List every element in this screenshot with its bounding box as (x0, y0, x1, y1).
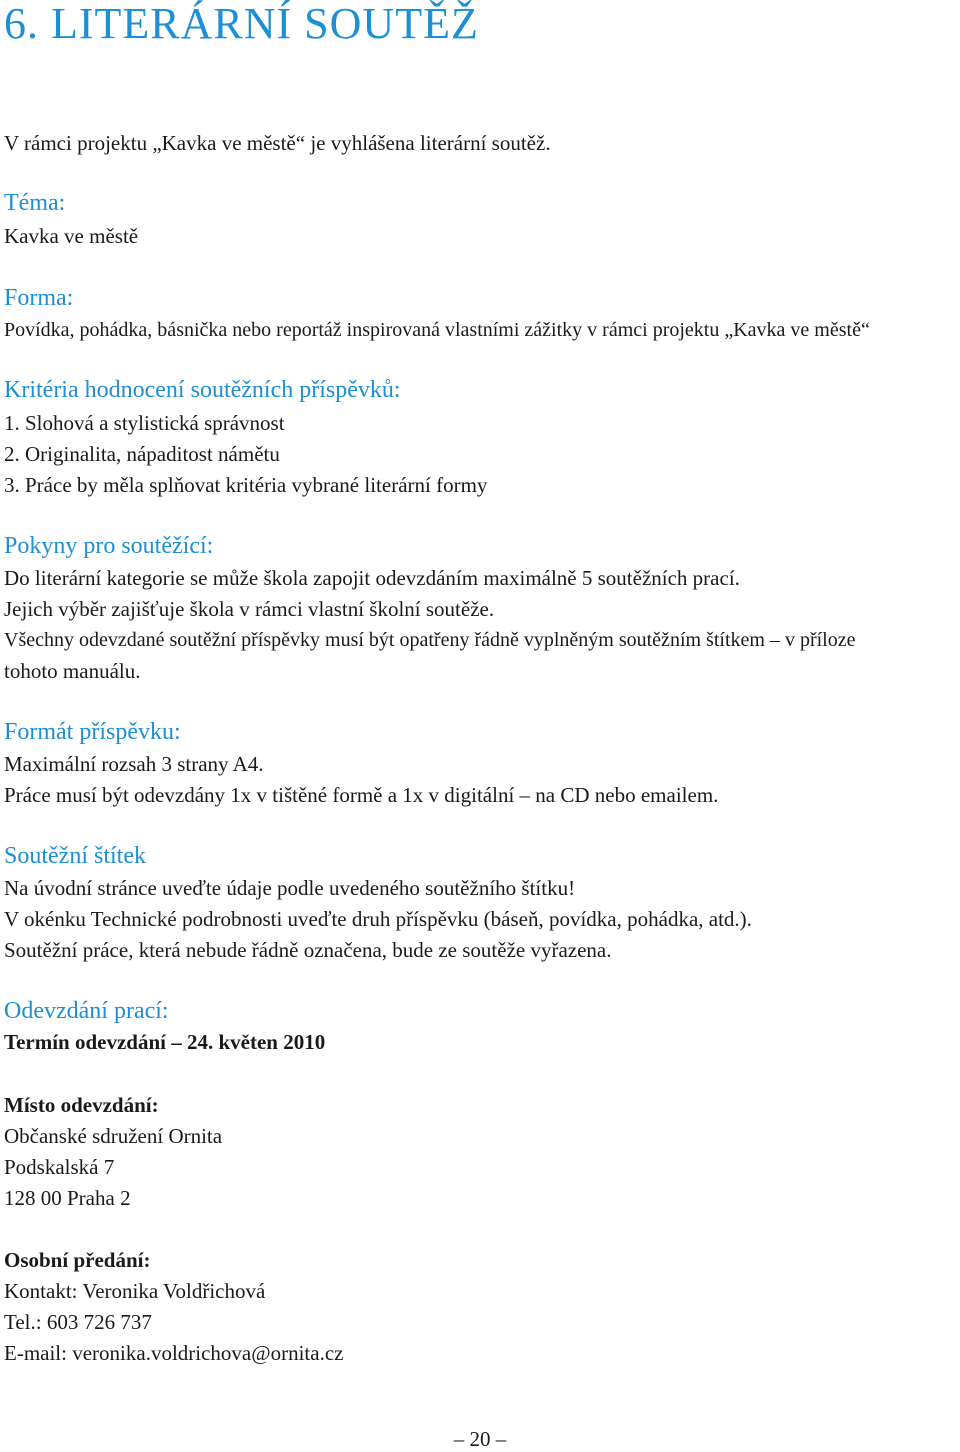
section-heading-tema: Téma: (4, 190, 66, 216)
section-heading-forma: Forma: (4, 285, 74, 311)
kriteria-item: 3. Práce by měla splňovat kritéria vybrané literární formy (4, 473, 488, 497)
format-line: Práce musí být odevzdány 1x v tištěné formě a 1x v digitální – na CD nebo emailem. (4, 783, 719, 807)
tema-text: Kavka ve městě (4, 224, 139, 248)
section-heading-format: Formát příspěvku: (4, 719, 181, 745)
section-heading-osobni: Osobní předání: (4, 1248, 151, 1272)
osobni-email: E-mail: veronika.voldrichova@ornita.cz (4, 1341, 344, 1365)
stitek-line: V okénku Technické podrobnosti uveďte druh příspěvku (báseň, povídka, pohádka, atd.). (4, 907, 752, 931)
section-heading-stitek: Soutěžní štítek (4, 843, 146, 869)
section-heading-kriteria: Kritéria hodnocení soutěžních příspěvků: (4, 377, 401, 403)
stitek-line: Soutěžní práce, která nebude řádně označena, bude ze soutěže vyřazena. (4, 938, 612, 962)
section-heading-misto: Místo odevzdání: (4, 1093, 159, 1117)
page-title: 6. LITERÁRNÍ SOUTĚŽ (4, 0, 479, 48)
pokyny-line: Jejich výběr zajišťuje škola v rámci vlastní školní soutěže. (4, 597, 495, 621)
format-line: Maximální rozsah 3 strany A4. (4, 752, 264, 776)
misto-line: Podskalská 7 (4, 1155, 115, 1179)
pokyny-line: Všechny odevzdané soutěžní příspěvky musí být opatřeny řádně vyplněným soutěžním štítkem – v příloze (4, 629, 856, 651)
misto-line: Občanské sdružení Ornita (4, 1124, 223, 1148)
pokyny-line: tohoto manuálu. (4, 659, 141, 683)
osobni-line: Tel.: 603 726 737 (4, 1310, 152, 1334)
kriteria-item: 1. Slohová a stylistická správnost (4, 411, 285, 435)
page-number: – 20 – (453, 1427, 507, 1451)
section-heading-pokyny: Pokyny pro soutěžící: (4, 533, 214, 559)
misto-line: 128 00 Praha 2 (4, 1186, 131, 1210)
pokyny-line: Do literární kategorie se může škola zapojit odevzdáním maximálně 5 soutěžních prací. (4, 566, 740, 590)
intro-text: V rámci projektu „Kavka ve městě“ je vyhlášena literární soutěž. (4, 131, 551, 155)
osobni-line: Kontakt: Veronika Voldřichová (4, 1279, 266, 1303)
termin-odevzdani: Termín odevzdání – 24. květen 2010 (4, 1030, 326, 1054)
stitek-line: Na úvodní stránce uveďte údaje podle uvedeného soutěžního štítku! (4, 876, 576, 900)
kriteria-item: 2. Originalita, nápaditost námětu (4, 442, 280, 466)
forma-text: Povídka, pohádka, básnička nebo reportáž inspirovaná vlastními zážitky v rámci projektu „Kavka ve městě“ (4, 319, 870, 341)
section-heading-odevzdani: Odevzdání prací: (4, 998, 169, 1024)
